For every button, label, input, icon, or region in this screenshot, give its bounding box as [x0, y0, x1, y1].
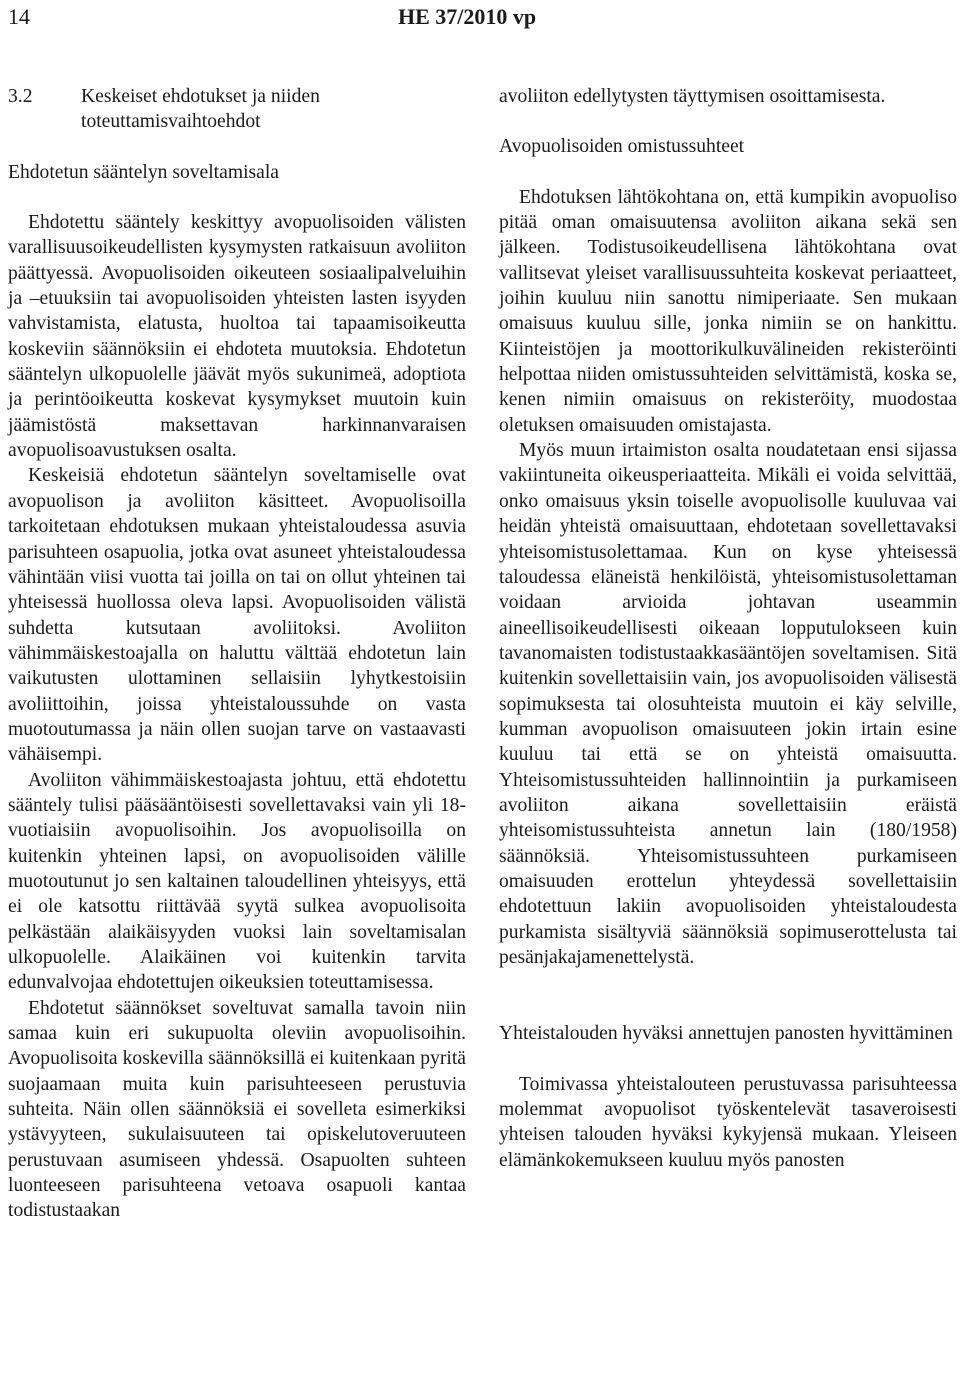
paragraph: Myös muun irtaimiston osalta noudatetaan ensi sijassa vakiintuneita oikeusperiaatteita. Mikäli ei voida selvittää, onko omaisuus yksin toiselle avopuolisolle kuuluvaa vai heidän yhteistä omaisuuttaan, ehdotetaan sovellettavaksi yhteisomistusolettamaa. Kun on kyse yhteisessä taloudessa eläneistä henkilöistä, yhteisomistusolettaman voidaan arvioida johtavan useammin aineellisoikeudellisesti oikeaan lopputulokseen kuin tavanomaisten todistustaakkasääntöjen soveltamisen. Sitä kuitenkin sovellettaisiin vain, jos avopuolisoiden välisestä sopimuksesta tai olosuhteista muutoin ei käy selville, kumman avopuolison omaisuuteen jokin irtain esine kuuluu tai että se on yhteistä omaisuutta. Yhteisomistussuhteiden hallinnointiin ja purkamiseen avoliiton aikana sovellettaisiin eräistä yhteisomistussuhteista annetun lain (180/1958) säännöksiä. Yhteisomistussuhteen purkamiseen omaisuuden erottelun yhteydessä sovellettaisiin ehdotettuun lakiin avopuolisoiden yhteistaloudesta purkamista sisältyviä säännöksiä sopimuserottelusta tai pesänjakajamenettelystä. — [499, 440, 957, 968]
document-code: HE 37/2010 vp — [398, 4, 537, 29]
subheading-ownership: Avopuolisoiden omistussuhteet — [499, 136, 745, 158]
right-column — [499, 84, 957, 1173]
paragraph: Ehdotetut säännökset soveltuvat samalla tavoin niin samaa kuin eri sukupuolta oleviin avopuolisoihin. Avopuolisoita koskevilla säännöksillä ei kuitenkaan pyritä suojaamaan muita kuin parisuhteeseen perustuvia suhteita. Näin ollen säännöksiä ei sovelleta esimerkiksi ystävyyteen, sukulaisuuteen tai opiskelutoveruuteen perustuvaan asumiseen yhdessä. Osapuolten suhteen luonteeseen parisuhteena vetoava osapuoli kantaa todistustaakan — [8, 997, 466, 1222]
paragraph: Ehdotuksen lähtökohtana on, että kumpikin avopuoliso pitää oman omaisuutensa avoliiton aikana sekä sen jälkeen. Todistusoikeudellisena lähtökohtana ovat vallitsevat yleiset varallisuussuhteita koskevat periaatteet, joihin kuuluu niin sanottu nimiperiaate. Sen mukaan omaisuus kuuluu sille, jonka nimiin se on hankittu. Kiinteistöjen ja moottorikulkuvälineiden rekisteröinti helpottaa niiden omistussuhteiden selvittämistä, koska se, kenen nimiin omaisuus on rekisteröity, muodostaa oletuksen omaisuuden omistajasta. — [499, 186, 957, 436]
subheading-scope: Ehdotetun sääntelyn soveltamisala — [8, 161, 279, 183]
page-header — [0, 4, 960, 34]
left-column — [8, 84, 466, 1224]
paragraph: Toimivassa yhteistalouteen perustuvassa parisuhteessa molemmat avopuolisot työskentelevät tasaveroisesti yhteisen talouden hyväksi kykyjensä mukaan. Yleiseen elämänkokemukseen kuuluu myös panosten — [499, 1073, 957, 1171]
paragraph: Avoliiton vähimmäiskestoajasta johtuu, että ehdotettu sääntely tulisi pääsääntöisesti sovellettavaksi vain yli 18-vuotiaisiin avopuolisoihin. Jos avopuolisoilla on kuitenkin yhteinen lapsi, on avopuolisoiden välille muotoutunut jo sen kaltainen taloudellinen yhteisyys, että ei ole katsottu riittävää syytä sulkea avopuolisoita pelkästään alaikäisyyden vuoksi lain soveltamisalan ulkopuolelle. Alaikäinen voi kuitenkin tarvita edunvalvojaa ehdotettujen oikeuksien toteuttamisessa. — [8, 769, 466, 994]
section-heading — [8, 84, 466, 135]
paragraph: Ehdotettu sääntely keskittyy avopuolisoiden välisten varallisuusoikeudellisten kysymysten ratkaisuun avoliiton päättyessä. Avopuolisoiden oikeuteen sosiaalipalveluihin ja –etuuksiin tai avopuolisoiden yhteisten lasten isyyden vahvistamista, elatusta, huoltoa tai tapaamisoikeutta koskeviin säännöksiin ei ehdoteta muutoksia. Ehdotetun sääntelyn ulkopuolelle jäävät myös sukunimeä, adoptiota ja perintöoikeutta koskevat kysymykset muutoin kuin jäämistöstä maksettavan harkinnanvaraisen avopuolisoavustuksen osalta. — [8, 212, 466, 462]
paragraph: Keskeisiä ehdotetun sääntelyn soveltamiselle ovat avopuolison ja avoliiton käsitteet. Avopuolisoilla tarkoitetaan ehdotuksen mukaan yhteistaloudessa asuvia parisuhteen osapuolia, jotka ovat asuneet yhteistaloudessa vähintään viisi vuotta tai joilla on tai on ollut yhteinen tai yhteisessä huollossa oleva lapsi. Avopuolisoiden välistä suhdetta kutsutaan avoliitoksi. Avoliiton vähimmäiskestoajalla on haluttu välttää ehdotetun lain vaikutusten ulottaminen sellaisiin lyhytkestoisiin avoliittoihin, joissa yhteistaloussuhde on vasta muotoutumassa ja näin ollen suojan tarve on vastaavasti vähäisempi. — [8, 465, 466, 766]
page-number: 14 — [8, 4, 30, 29]
section-number: 3.2 — [8, 86, 33, 107]
section-title: Keskeiset ehdotukset ja niiden toteuttamisvaihtoehdot — [81, 86, 320, 133]
subheading-compensation: Yhteistalouden hyväksi annettujen panosten hyvittäminen — [499, 1023, 953, 1045]
paragraph-continuation: avoliiton edellytysten täyttymisen osoittamisesta. — [499, 86, 886, 107]
